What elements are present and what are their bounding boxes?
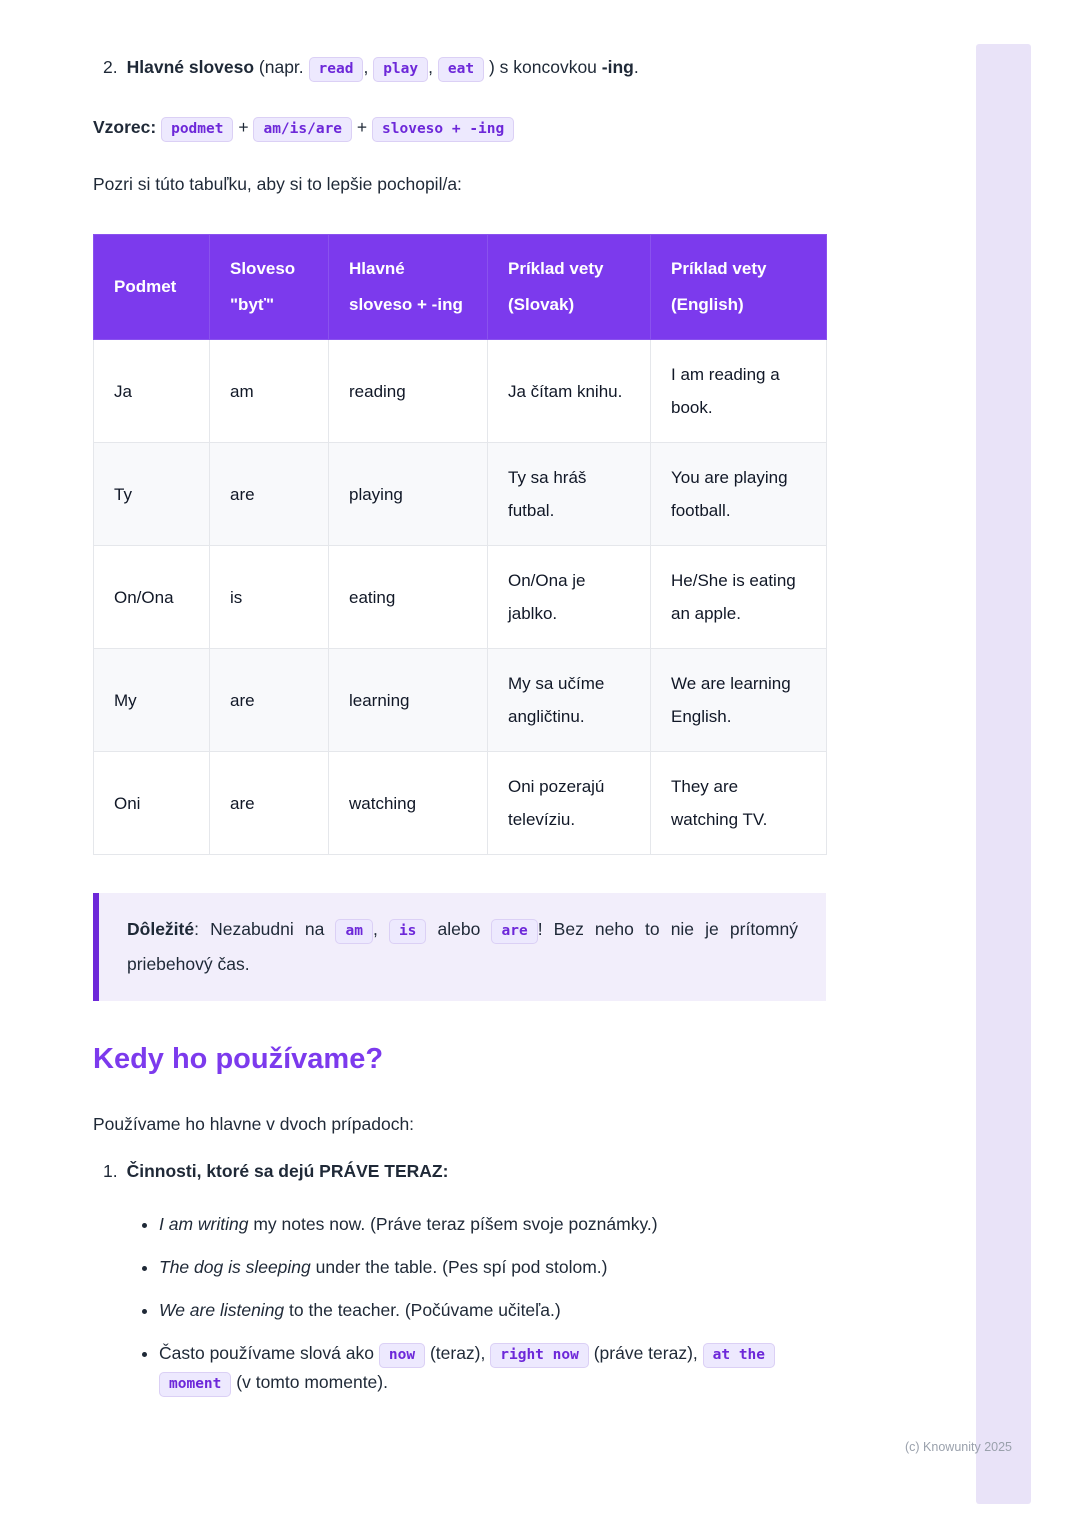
ing-suffix: -ing [601, 57, 634, 77]
cell-ing: learning [329, 649, 488, 752]
cell-example-en: They are watching TV. [651, 752, 827, 855]
usage-examples-list [93, 1211, 826, 1398]
code-chip-podmet: podmet [161, 117, 233, 142]
bullet-text: my notes now. (Práve teraz píšem svoje poznámky.) [253, 1214, 658, 1234]
callout-bold: Dôležité [127, 919, 195, 939]
cell-ing: playing [329, 443, 488, 546]
rule-text: Hlavné sloveso (napr. read , play , eat ) s koncovkou -ing. [127, 54, 639, 83]
list-item [159, 1297, 826, 1324]
cell-byt: are [210, 649, 329, 752]
italic-phrase: I am writing [159, 1214, 249, 1234]
side-strip [976, 44, 1031, 1504]
cell-byt: are [210, 443, 329, 546]
table-header-row [94, 235, 827, 340]
cell-byt: is [210, 546, 329, 649]
formula-label: Vzorec: [93, 117, 157, 137]
table-intro-text: Pozri si túto tabuľku, aby si to lepšie pochopil/a: [93, 174, 462, 194]
section-lead-text: Používame ho hlavne v dvoch prípadoch: [93, 1114, 415, 1134]
bullet-text: to the teacher. (Počúvame učiteľa.) [289, 1300, 561, 1320]
cell-ing: eating [329, 546, 488, 649]
main-verb-rule-line [93, 54, 826, 83]
table-row [94, 752, 827, 855]
list-number: 1. [103, 1161, 118, 1181]
col-header-podmet: Podmet [94, 235, 210, 340]
conjugation-table [93, 234, 827, 855]
list-item [159, 1254, 826, 1281]
rule-bold: Hlavné sloveso [126, 57, 255, 77]
cell-example-sk: On/Ona je jablko. [488, 546, 651, 649]
code-chip-at-the-moment: at the moment [159, 1343, 775, 1397]
cell-example-en: We are learning English. [651, 649, 827, 752]
code-chip-amisare: am/is/are [253, 117, 352, 142]
cell-example-sk: Ja čítam knihu. [488, 340, 651, 443]
cell-example-en: You are playing football. [651, 443, 827, 546]
col-header-byt: Sloveso "byť" [210, 235, 329, 340]
table-row [94, 649, 827, 752]
cell-example-sk: Ty sa hráš futbal. [488, 443, 651, 546]
italic-phrase: The dog is sleeping [159, 1257, 311, 1277]
copyright-notice: (c) Knowunity 2025 [905, 1440, 1013, 1454]
cell-podmet: Ja [94, 340, 210, 443]
cell-example-sk: My sa učíme angličtinu. [488, 649, 651, 752]
cell-ing: reading [329, 340, 488, 443]
cell-ing: watching [329, 752, 488, 855]
cell-byt: are [210, 752, 329, 855]
usage-case-1 [93, 1158, 826, 1185]
list-item: • Často používame slová ako now (teraz), right now (práve teraz), at the moment (v tomto momente). [159, 1340, 826, 1398]
code-chip-read: read [309, 57, 364, 82]
cell-podmet: My [94, 649, 210, 752]
col-header-ing: Hlavné sloveso + -ing [329, 235, 488, 340]
code-chip-am: am [335, 919, 372, 944]
code-chip-right-now: right now [490, 1343, 589, 1368]
list-number: 2. [103, 57, 118, 77]
bullet-text: Často používame slová ako [159, 1343, 374, 1363]
important-callout: Dôležité: Nezabudni na am , is alebo are ! Bez neho to nie je prítomný priebehový čas. [93, 893, 826, 1001]
code-chip-play: play [373, 57, 428, 82]
code-chip-are: are [491, 919, 537, 944]
usage-case-1-title: Činnosti, ktoré sa dejú PRÁVE TERAZ: [126, 1161, 449, 1181]
italic-phrase: We are listening [159, 1300, 285, 1320]
code-chip-sloveso-ing: sloveso + -ing [372, 117, 514, 142]
document-content [93, 54, 826, 1414]
section-heading: Kedy ho používame? [93, 1043, 384, 1075]
col-header-example-sk: Príklad vety (Slovak) [488, 235, 651, 340]
code-chip-eat: eat [438, 57, 484, 82]
bullet-text: under the table. (Pes spí pod stolom.) [315, 1257, 608, 1277]
cell-byt: am [210, 340, 329, 443]
table-row [94, 546, 827, 649]
formula-line: Vzorec: podmet + am/is/are + sloveso + -ing [93, 112, 826, 144]
code-chip-is: is [389, 919, 426, 944]
cell-podmet: Ty [94, 443, 210, 546]
code-chip-now: now [379, 1343, 425, 1368]
table-row [94, 340, 827, 443]
cell-example-sk: Oni pozerajú televíziu. [488, 752, 651, 855]
cell-podmet: Oni [94, 752, 210, 855]
table-row [94, 443, 827, 546]
cell-example-en: He/She is eating an apple. [651, 546, 827, 649]
col-header-example-en: Príklad vety (English) [651, 235, 827, 340]
cell-podmet: On/Ona [94, 546, 210, 649]
cell-example-en: I am reading a book. [651, 340, 827, 443]
list-item [159, 1211, 826, 1238]
